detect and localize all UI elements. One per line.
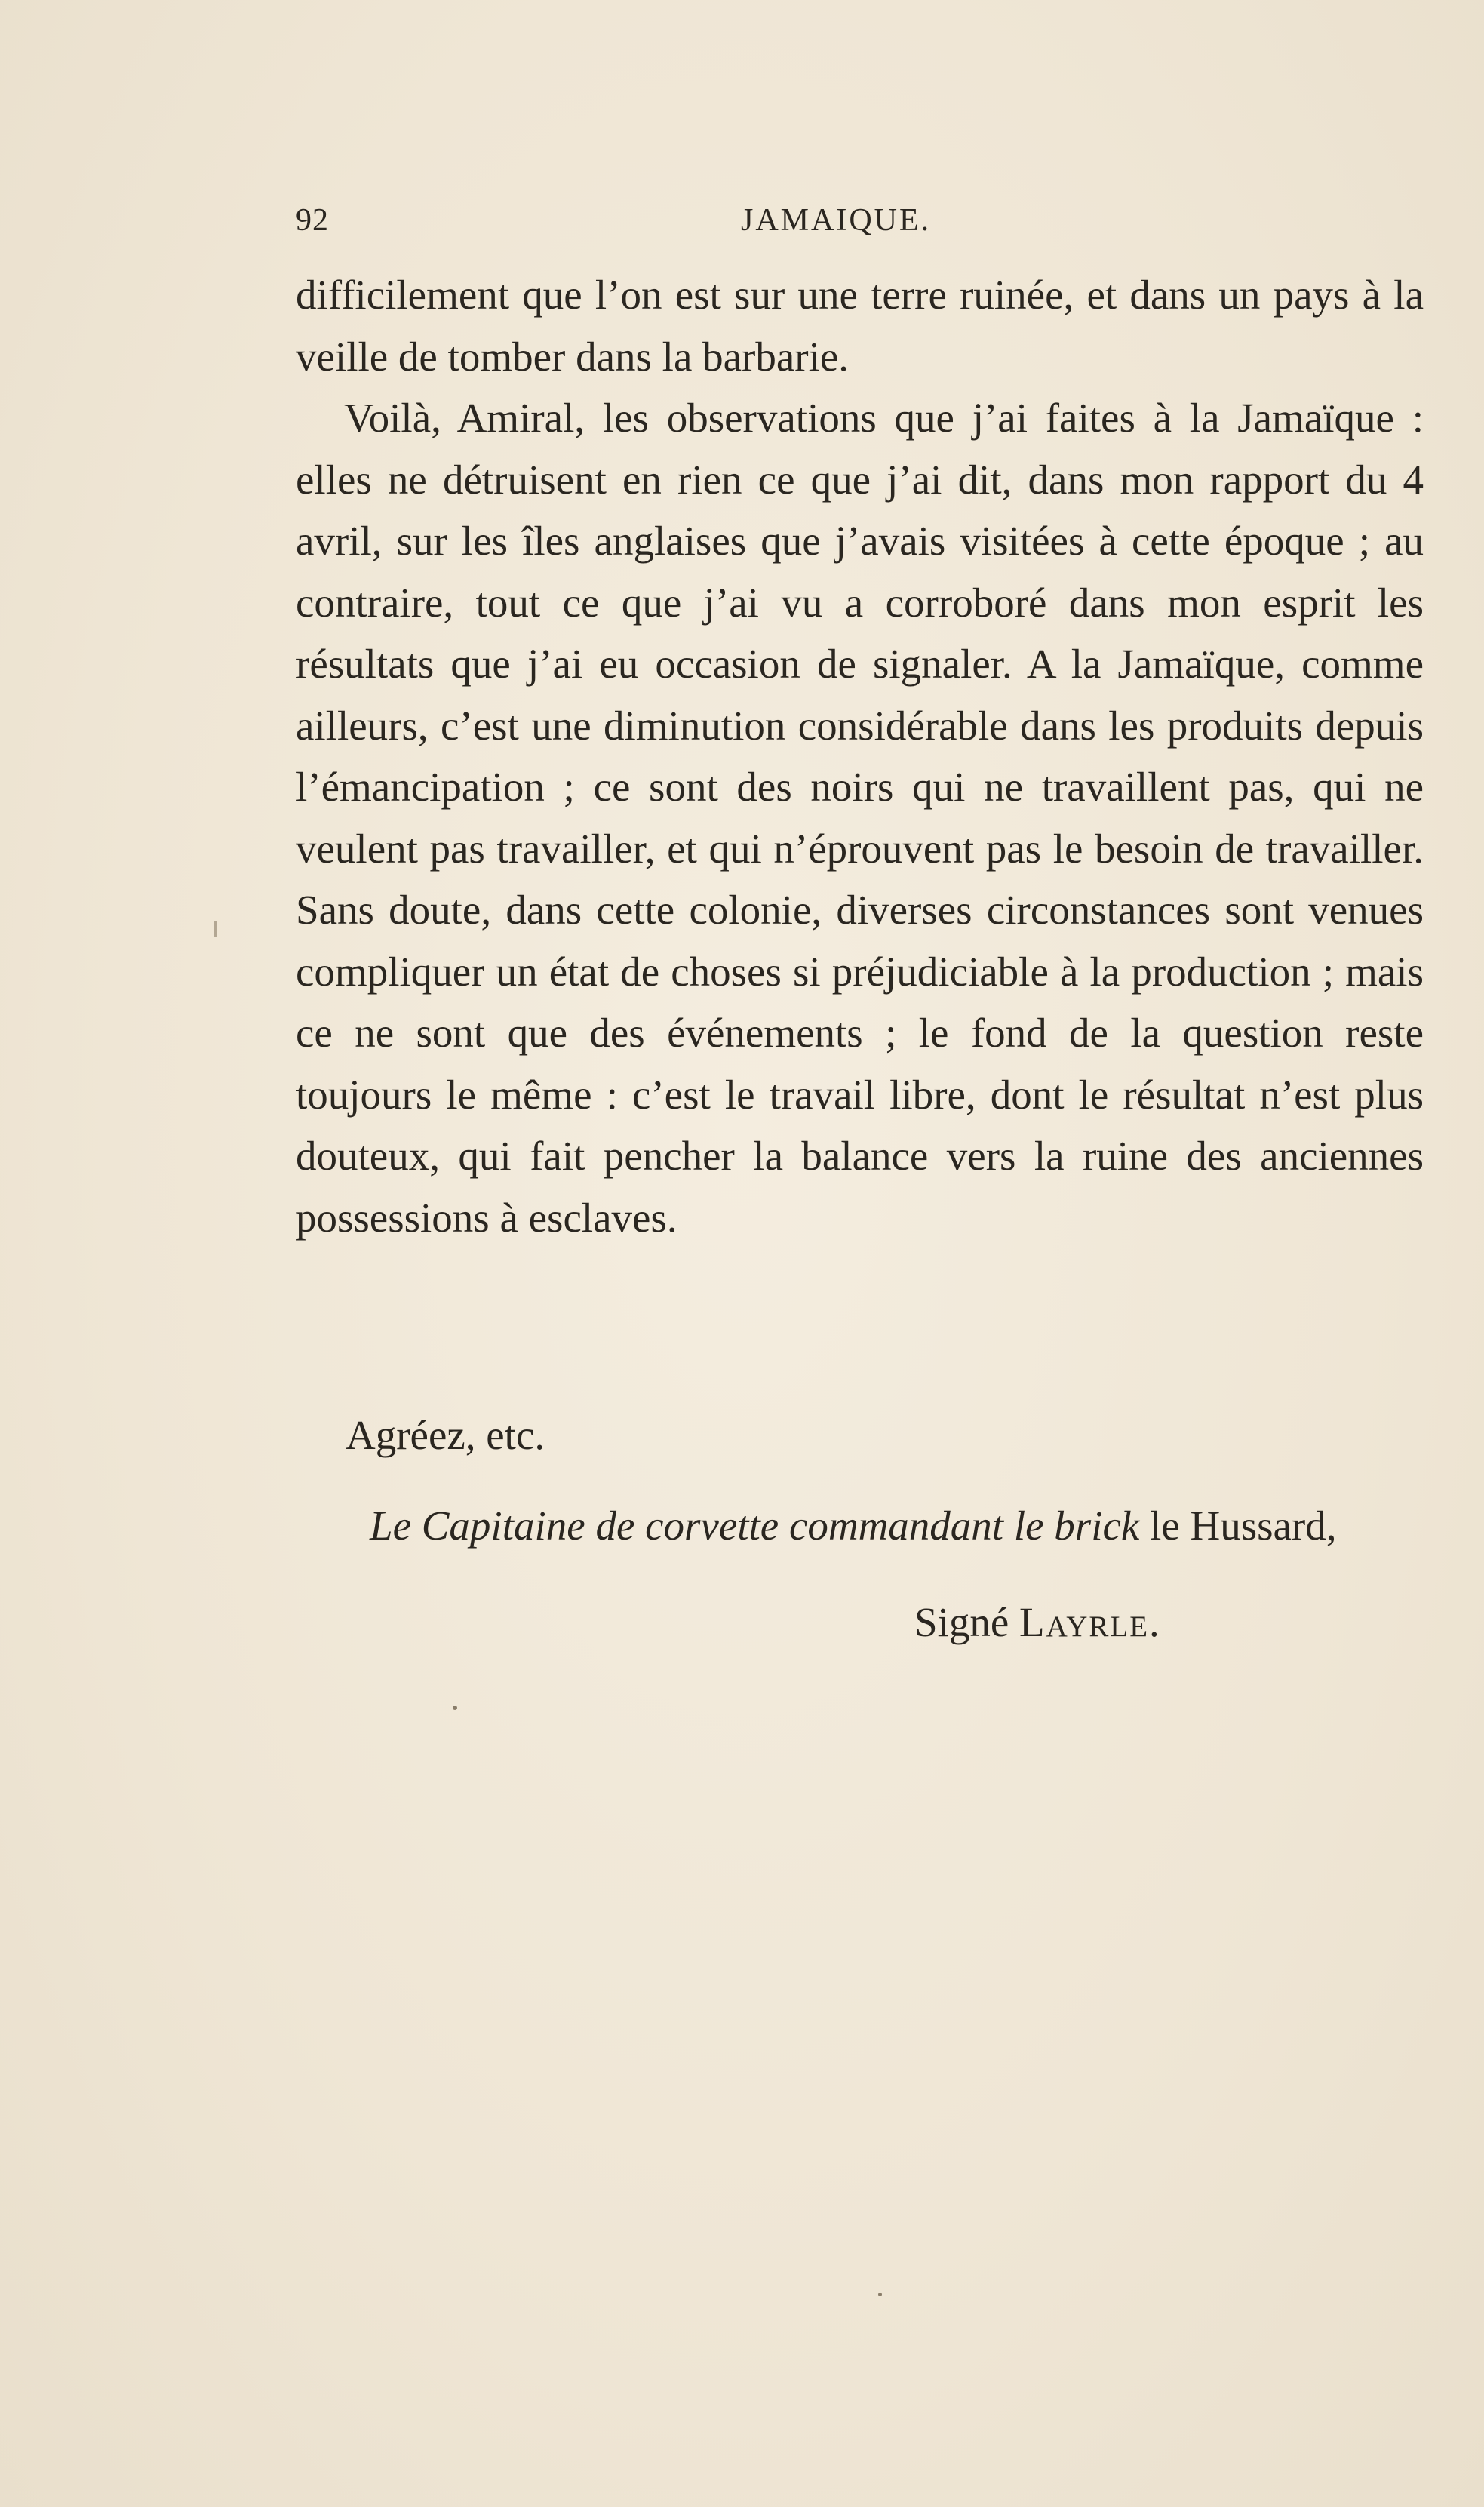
signatory-title-italic: Le Capitaine de corvette commandant le brick bbox=[370, 1503, 1140, 1549]
paper-speck bbox=[214, 921, 217, 937]
signatory-title bbox=[370, 1502, 1426, 1549]
signatory-title-plain: le Hussard, bbox=[1139, 1503, 1337, 1549]
paragraph-continuation: difficilement que l’on est sur une terre ruinée, et dans un pays à la veille de tomber dans la barbarie. bbox=[296, 272, 1424, 380]
signatory-name: Layrle. bbox=[1019, 1599, 1161, 1645]
page-number: 92 bbox=[296, 203, 329, 238]
running-header bbox=[296, 202, 1424, 248]
signature-line bbox=[914, 1598, 1161, 1646]
paper-speck bbox=[878, 2293, 882, 2296]
paper-speck bbox=[453, 1706, 457, 1710]
signed-prefix: Signé bbox=[914, 1599, 1020, 1645]
paragraph-main: Voilà, Amiral, les observations que j’ai faites à la Jamaïque : elles ne détruisent en rien ce que j’ai dit, dans mon rapport du 4 avril, sur les îles anglaises que j’avais visitées à cette époque ; au contraire, tout ce que j’ai vu a corroboré dans mon esprit les résultats que j’ai eu occasion de signaler. A la Jamaïque, comme ailleurs, c’est une diminution considérable dans les produits depuis l’émancipation ; ce sont des noirs qui ne travaillent pas, qui ne veulent pas travailler, et qui n’éprouvent pas le besoin de travailler. Sans doute, dans cette colonie, diverses circonstances sont venues compliquer un état de choses si préjudiciable à la production ; mais ce ne sont que des événements ; le fond de la question reste toujours le même : c’est le travail libre, dont le résultat n’est plus douteux, qui fait pencher la balance vers la ruine des anciennes possessions à esclaves. bbox=[296, 395, 1424, 1241]
closing-formula: Agréez, etc. bbox=[346, 1412, 545, 1458]
running-title: JAMAIQUE. bbox=[741, 203, 932, 238]
body-text bbox=[296, 264, 1424, 1248]
